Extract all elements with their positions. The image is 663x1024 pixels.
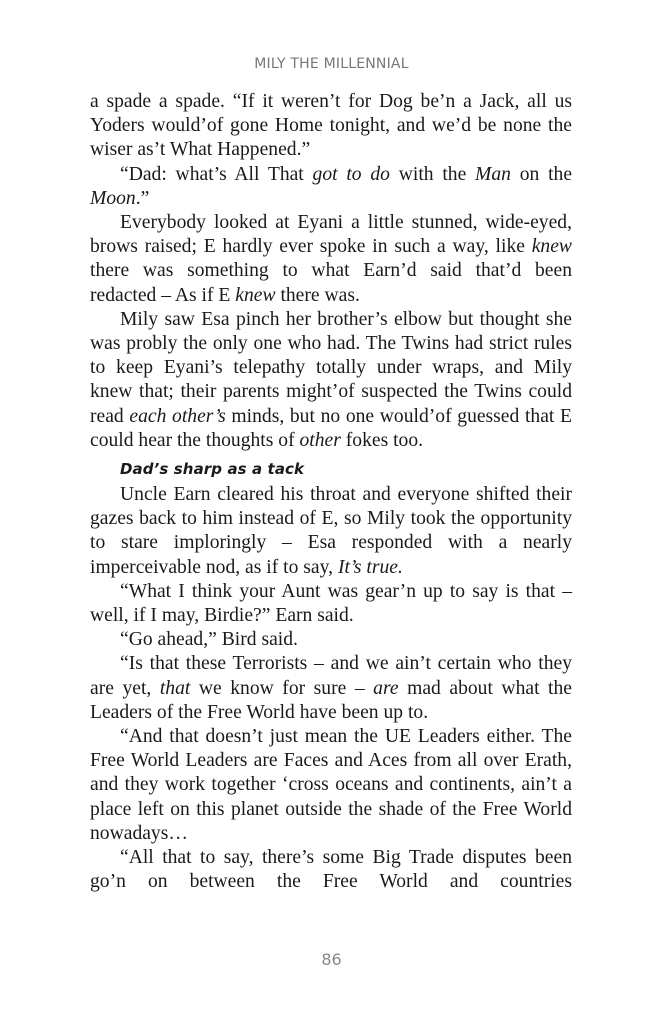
text-run: we know for sure – [190,677,374,699]
text-run: Uncle Earn cleared his throat and everyone shifted their gazes back to him instead of E, so Mily took the opportunity to stare imploringly – Esa responded with a nearly imperceivable nod, as if to say, [90,484,572,578]
italic-text: are [373,677,399,699]
paragraph [90,580,572,628]
italic-text: Moon [90,187,136,209]
text-run: minds, but no one would’of guessed that E could hear the thoughts of [90,405,572,451]
scene-heading: Dad’s sharp as a tack [120,460,305,479]
text-run: Everybody looked at Eyani a little stunned, wide-eyed, brows raised; E hardly ever spoke in such a way, like [90,212,572,258]
italic-text: other [299,429,341,451]
text-run: there was. [275,284,360,306]
text-run: Mily saw Esa pinch her brother’s elbow but thought she was probly the only one who had. The Twins had strict rules to keep Eyani’s telepathy totally under wraps, and Mily knew that; their parents might’of suspected the Twins could read [90,308,572,427]
paragraph [90,652,572,725]
text-run: a spade a spade. “If it weren’t for Dog be’n a Jack, all us Yoders would’of gone Home tonight, and we’d be none the wiser as’t What Happened.” [90,91,572,161]
text-run: there was something to what Earn’d said that’d been redacted – As if E [90,260,572,306]
text-run: mad about what the Leaders of the Free World have been up to. [90,677,572,723]
text-run: with the [389,163,476,185]
paragraph [90,846,572,894]
italic-text: knew [235,284,276,306]
paragraph [90,163,572,211]
paragraph [90,308,572,453]
text-run: “Dad: what’s All That [120,163,313,185]
italic-text: knew [531,236,572,258]
italic-text: that [159,677,191,699]
italic-text: each other’s [129,405,226,427]
italic-text: got to do [312,163,390,185]
body-text [90,90,572,895]
text-run: “All that to say, there’s some Big Trade disputes been go’n on between the Free World and countries [90,847,572,893]
italic-text: It’s true. [337,556,403,578]
paragraph [90,211,572,308]
italic-text: Man [475,163,511,185]
text-run: on the [510,163,573,185]
text-run: fokes too. [340,429,424,451]
running-head: MILY THE MILLENNIAL [254,56,409,72]
paragraph [90,483,572,580]
paragraph [90,628,572,652]
text-run: “Go ahead,” Bird said. [120,629,298,651]
text-run: .” [135,187,150,209]
text-run: “And that doesn’t just mean the UE Leaders either. The Free World Leaders are Faces and Aces from all over Erath, and they work together ‘cross oceans and continents, ain’t a place left on this planet outside the shade of the Free World nowadays… [90,726,572,844]
paragraph [90,90,572,163]
paragraph [90,725,572,846]
text-run: “Is that these Terrorists – and we ain’t certain who they are yet, [90,653,572,699]
page-number: 86 [321,950,342,969]
text-run: “What I think your Aunt was gear’n up to say is that – well, if I may, Birdie?” Earn said. [90,580,572,627]
